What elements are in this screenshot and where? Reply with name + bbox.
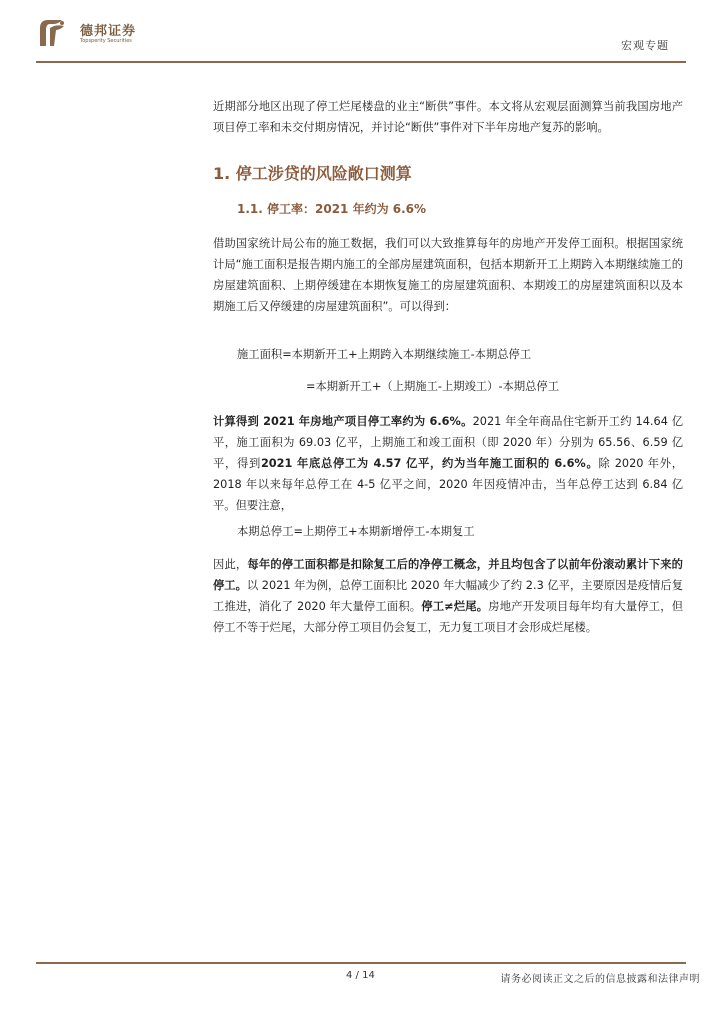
paragraph-3 (213, 554, 683, 638)
bold-finding-3: 每年的停工面积都是扣除复工后的净停工概念，并且均包含了以前年份滚动累计下来的停工。 (213, 558, 683, 592)
intro-paragraph (213, 96, 683, 138)
legal-disclaimer: 请务必阅读正文之后的信息披露和法律声明 (500, 974, 700, 985)
bold-finding-2: 2021 年底总停工为 4.57 亿平，约为当年施工面积的 6.6%。 (260, 457, 599, 470)
section-heading: 1. 停工涉贷的风险敞口测算 (213, 164, 412, 183)
paragraph-2-text: 计算得到 2021 年房地产项目停工率约为 6.6%。2021 年全年商品住宅新开工约 14.64 亿平，施工面积为 69.03 亿平，上期施工和竣工面积（即 2020 年）分别为 65.56、6.59 亿平，得到2021 年底总停工为 4.57 亿平，约为当年施工面积的 6.6%。除 2020 年外，2018 年以来每年总停工在 4-5 亿平之间，2020 年因疫情冲击，当年总停工达到 6.84 亿平。但要注意， (213, 415, 683, 512)
subsection-heading: 1.1. 停工率：2021 年约为 6.6% (237, 202, 427, 216)
formula-construction-area-expanded: =本期新开工+（上期施工-上期竣工）-本期总停工 (306, 380, 560, 393)
report-category: 宏观专题 (621, 39, 669, 52)
formula-construction-area: 施工面积=本期新开工+上期跨入本期继续施工-本期总停工 (237, 348, 532, 361)
bold-finding-1: 计算得到 2021 年房地产项目停工率约为 6.6%。 (213, 415, 473, 428)
paragraph-1-text: 借助国家统计局公布的施工数据，我们可以大致推算每年的房地产开发停工面积。根据国家统计局“施工面积是报告期内施工的全部房屋建筑面积，包括本期新开工上期跨入本期继续施工的房屋建筑面积、上期停缓建在本期恢复施工的房屋建筑面积、本期竣工的房屋建筑面积以及本期施工后又停缓建的房屋建筑面积”。可以得到： (213, 237, 683, 313)
paragraph-1 (213, 233, 683, 317)
bold-finding-4: 停工≠烂尾。 (421, 600, 489, 613)
page-number: 4 / 14 (346, 970, 375, 981)
paragraph-3-text: 因此，每年的停工面积都是扣除复工后的净停工概念，并且均包含了以前年份滚动累计下来的停工。以 2021 年为例，总停工面积比 2020 年大幅减少了约 2.3 亿平，主要原因是疫情后复工推进，消化了 2020 年大量停工面积。停工≠烂尾。房地产开发项目每年均有大量停工，但停工不等于烂尾，大部分停工项目仍会复工，无力复工项目才会形成烂尾楼。 (213, 558, 683, 634)
intro-text: 近期部分地区出现了停工烂尾楼盘的业主“断供”事件。本文将从宏观层面测算当前我国房地产项目停工率和未交付期房情况，并讨论“断供”事件对下半年房地产复苏的影响。 (213, 100, 683, 134)
brand-name-en: Topsperity Securities (80, 38, 132, 44)
footer-divider (36, 962, 686, 964)
brand-name: 德邦证券 (80, 24, 137, 39)
brand-logo-icon (36, 16, 70, 48)
paragraph-2 (213, 411, 683, 516)
header-divider (36, 61, 686, 63)
formula-total-stoppage: 本期总停工=上期停工+本期新增停工-本期复工 (237, 525, 475, 538)
